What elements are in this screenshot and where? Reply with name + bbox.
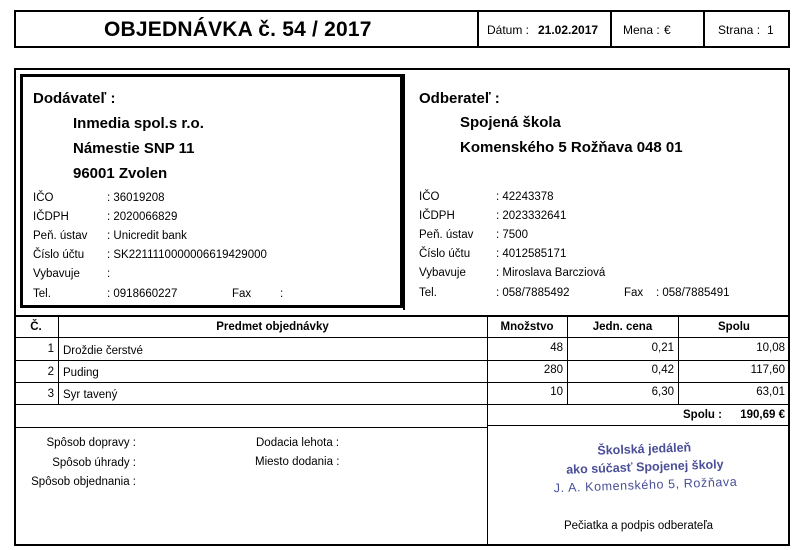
date-value: 21.02.2017 <box>538 23 599 37</box>
supplier-fax-label: Fax <box>232 288 252 300</box>
delivery-place-label: Miesto dodania : <box>255 456 340 468</box>
order-method-label: Spôsob objednania : <box>31 476 136 488</box>
buyer-account-label: Číslo účtu <box>419 248 471 260</box>
supplier-phone-label: Tel. <box>33 288 51 300</box>
row-unit-price: 0,42 <box>651 364 674 376</box>
row-number: 2 <box>47 366 54 378</box>
buyer-bank-value: : 7500 <box>496 229 528 241</box>
supplier-fax-value: : <box>280 288 284 300</box>
column-header-qty: Množstvo <box>500 321 554 333</box>
buyer-fax-value: : 058/7885491 <box>656 287 730 299</box>
divider <box>14 337 790 338</box>
buyer-contact-value: : Miroslava Barcziová <box>496 267 606 279</box>
supplier-heading: Dodávateľ : <box>33 90 116 107</box>
supplier-contact-value: : <box>107 268 111 280</box>
buyer-address: Komenského 5 Rožňava 048 01 <box>460 139 683 156</box>
page-title: OBJEDNÁVKA č. 54 / 2017 <box>104 18 372 41</box>
supplier-name: Inmedia spol.s r.o. <box>73 115 204 132</box>
divider <box>703 10 705 48</box>
divider <box>487 425 790 426</box>
row-total: 63,01 <box>756 386 785 398</box>
supplier-ico-value: : 36019208 <box>107 192 165 204</box>
row-unit-price: 6,30 <box>651 386 674 398</box>
divider <box>477 10 479 48</box>
sum-label: Spolu : <box>683 409 722 421</box>
stamp-line: J. A. Komenského 5, Rožňava <box>553 474 738 496</box>
buyer-bank-label: Peň. ústav <box>419 229 474 241</box>
row-number: 3 <box>47 388 54 400</box>
page-number-label: Strana : <box>718 23 761 37</box>
currency-value: € <box>664 23 671 37</box>
delivery-time-label: Dodacia lehota : <box>256 437 340 449</box>
row-item: Syr tavený <box>63 389 118 401</box>
divider <box>14 404 790 405</box>
date-label: Dátum : <box>487 23 530 37</box>
divider <box>14 360 790 361</box>
buyer-account-value: : 4012585171 <box>496 248 567 260</box>
buyer-fax-label: Fax <box>624 287 644 299</box>
divider <box>14 315 790 317</box>
supplier-bank-value: : Unicredit bank <box>107 230 187 242</box>
stamp-line: ako súčasť Spojenej školy <box>565 457 724 477</box>
column-header-no: Č. <box>30 321 42 333</box>
supplier-icdph-label: IČDPH <box>33 211 69 223</box>
row-item: Droždie čerstvé <box>63 345 143 357</box>
supplier-account-label: Číslo účtu <box>33 249 85 261</box>
divider <box>14 427 487 428</box>
row-total: 10,08 <box>756 342 785 354</box>
school-stamp <box>529 436 761 504</box>
page-number-value: 1 <box>767 23 774 37</box>
divider <box>14 382 790 383</box>
divider <box>403 74 405 310</box>
buyer-heading: Odberateľ : <box>419 90 500 107</box>
currency-label: Mena : <box>623 23 660 37</box>
supplier-icdph-value: : 2020066829 <box>107 211 178 223</box>
divider <box>610 10 612 48</box>
row-qty: 280 <box>543 364 563 376</box>
buyer-icdph-value: : 2023332641 <box>496 210 567 222</box>
sum-value: 190,69 € <box>740 409 785 421</box>
supplier-city: 96001 Zvolen <box>73 165 168 182</box>
row-unit-price: 0,21 <box>651 342 674 354</box>
stamp-line: Školská jedáleň <box>597 440 692 458</box>
payment-method-label: Spôsob úhrady : <box>52 457 136 469</box>
buyer-ico-label: IČO <box>419 191 440 203</box>
transport-method-label: Spôsob dopravy : <box>46 437 136 449</box>
row-qty: 48 <box>550 342 563 354</box>
buyer-phone-label: Tel. <box>419 287 437 299</box>
buyer-ico-value: : 42243378 <box>496 191 554 203</box>
column-header-item: Predmet objednávky <box>216 321 329 333</box>
buyer-icdph-label: IČDPH <box>419 210 455 222</box>
row-number: 1 <box>47 343 54 355</box>
supplier-street: Námestie SNP 11 <box>73 140 195 157</box>
supplier-contact-label: Vybavuje <box>33 268 80 280</box>
supplier-ico-label: IČO <box>33 192 54 204</box>
buyer-name: Spojená škola <box>460 114 561 131</box>
buyer-contact-label: Vybavuje <box>419 267 466 279</box>
supplier-bank-label: Peň. ústav <box>33 230 88 242</box>
supplier-phone-value: : 0918660227 <box>107 288 178 300</box>
row-total: 117,60 <box>750 364 785 376</box>
column-header-unit-price: Jedn. cena <box>592 321 653 333</box>
row-item: Puding <box>63 367 99 379</box>
supplier-account-value: : SK2211110000006619429000 <box>107 249 267 261</box>
signature-label: Pečiatka a podpis odberateľa <box>563 520 714 532</box>
row-qty: 10 <box>550 386 563 398</box>
buyer-phone-value: : 058/7885492 <box>496 287 570 299</box>
column-header-total: Spolu <box>718 321 750 333</box>
